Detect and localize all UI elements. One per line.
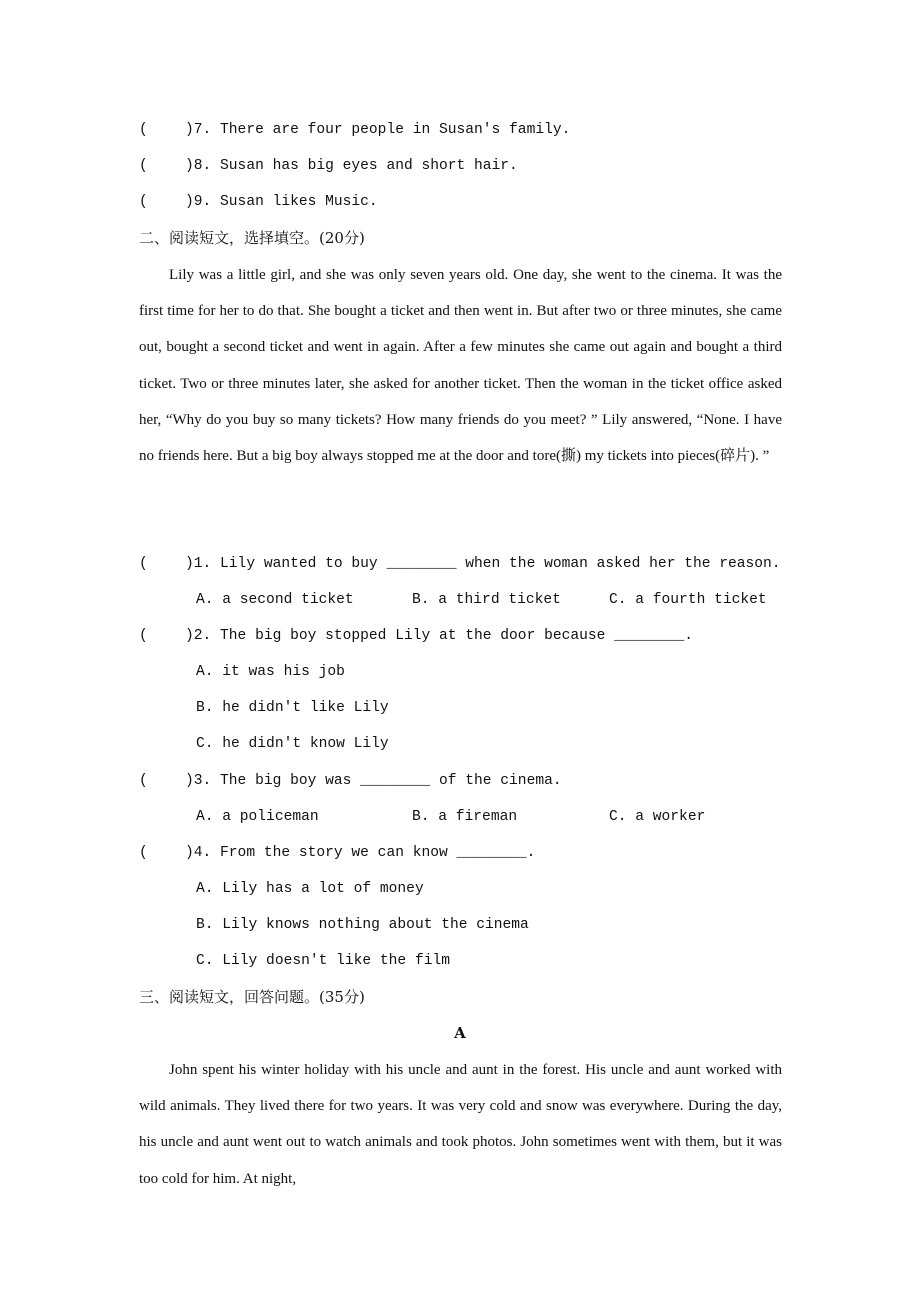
answer-blank[interactable]: (	[139, 773, 148, 789]
q4-option-c[interactable]: C. Lily doesn't like the film	[196, 953, 450, 969]
q2-option-b[interactable]: B. he didn't like Lily	[196, 700, 389, 716]
q4-option-a[interactable]: A. Lily has a lot of money	[196, 881, 424, 897]
answer-blank[interactable]: (	[139, 194, 148, 210]
q1-option-a[interactable]: A. a second ticket	[196, 592, 354, 608]
section-3-passage: John spent his winter holiday with his uncle and aunt in the forest. His uncle and aunt worked with wild animals. They lived there for two years. It was very cold and snow was everywhere. During the day, his uncle and aunt went out to watch animals and took photos. John sometimes went with them, but it was too cold for him. At night,	[139, 1062, 782, 1187]
passage-a-title: A	[454, 1024, 466, 1042]
question-2: ( )2. The big boy stopped Lily at the door because ________.	[139, 628, 693, 644]
answer-blank[interactable]: (	[139, 122, 148, 138]
section-2-passage: Lily was a little girl, and she was only seven years old. One day, she went to the cinema. It was the first time for her to do that. She bought a ticket and then went in. But after two or three minutes, she came out, bought a second ticket and went in again. After a few minutes she came out again and bought a third ticket. Two or three minutes later, she asked for another ticket. Then the woman in the ticket office asked her, “Why do you buy so many tickets? How many friends do you meet? ” Lily answered, “None. I have no friends here. But a big boy always stopped me at the door and tore(撕) my tickets into pieces(碎片). ”	[139, 267, 782, 465]
answer-blank[interactable]: (	[139, 158, 148, 174]
answer-blank[interactable]: (	[139, 628, 148, 644]
answer-blank[interactable]: (	[139, 556, 148, 572]
q2-option-c[interactable]: C. he didn't know Lily	[196, 736, 389, 752]
q3-option-b[interactable]: B. a fireman	[412, 809, 518, 825]
section-3-heading: 三、阅读短文，回答问题。(35分)	[139, 988, 365, 1006]
q1-option-c[interactable]: C. a fourth ticket	[609, 592, 767, 608]
question-1: ( )1. Lily wanted to buy ________ when the woman asked her the reason.	[139, 556, 781, 572]
q3-option-a[interactable]: A. a policeman	[196, 809, 319, 825]
q1-option-b[interactable]: B. a third ticket	[412, 592, 561, 608]
q3-option-c[interactable]: C. a worker	[609, 809, 706, 825]
question-3: ( )3. The big boy was ________ of the cinema.	[139, 773, 562, 789]
q2-option-a[interactable]: A. it was his job	[196, 664, 345, 680]
question-4: ( )4. From the story we can know ________.	[139, 845, 536, 861]
section-2-heading: 二、阅读短文，选择填空。(20分)	[139, 229, 365, 247]
answer-blank[interactable]: (	[139, 845, 148, 861]
tf-item-8: ( )8. Susan has big eyes and short hair.	[139, 158, 518, 174]
tf-item-9: ( )9. Susan likes Music.	[139, 194, 378, 210]
q4-option-b[interactable]: B. Lily knows nothing about the cinema	[196, 917, 529, 933]
tf-item-7: ( )7. There are four people in Susan's family.	[139, 122, 571, 138]
